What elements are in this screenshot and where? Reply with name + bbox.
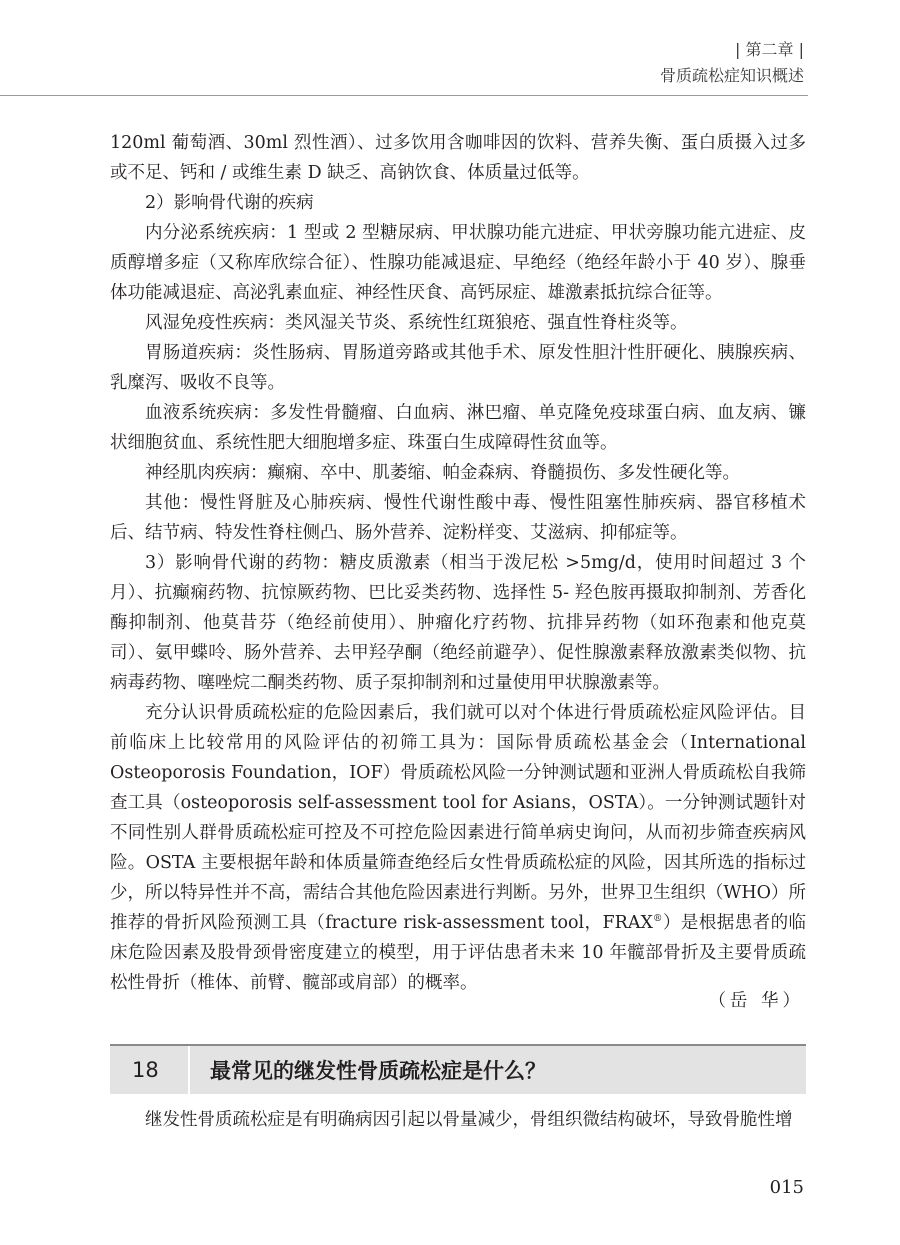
section-heading xyxy=(110,1044,806,1094)
paragraph: 其他：慢性肾脏及心肺疾病、慢性代谢性酸中毒、慢性阻塞性肺疾病、器官移植术后、结节病、特发性脊柱侧凸、肠外营养、淀粉样变、艾滋病、抑郁症等。 xyxy=(110,493,806,543)
page-number: 015 xyxy=(769,1177,804,1198)
registered-mark: ® xyxy=(652,913,663,925)
paragraph: 继发性骨质疏松症是有明确病因引起以骨量减少，骨组织微结构破坏，导致骨脆性增 xyxy=(145,1110,793,1130)
risk-text-part-1: 充分认识骨质疏松症的危险因素后，我们就可以对个体进行骨质疏松症风险评估。目前临床上比较常用的风险评估的初筛工具为：国际骨质疏松基金会（International Osteoporosis Foundation，IOF）骨质疏松风险一分钟测试题和亚洲人骨质疏松自我筛查工具（osteoporosis self-assessment tool for Asians，OSTA）。一分钟测试题针对不同性别人群骨质疏松症可控及不可控危险因素进行简单病史询问，从而初步筛查疾病风险。OSTA 主要根据年龄和体质量筛查绝经后女性骨质疏松症的风险，因其所选的指标过少，所以特异性并不高，需结合其他危险因素进行判断。另外，世界卫生组织（WHO）所推荐的骨折风险预测工具（fracture risk-assessment tool，FRAX xyxy=(110,703,806,933)
section-intro xyxy=(110,1105,806,1135)
paragraph: 风湿免疫性疾病：类风湿关节炎、系统性红斑狼疮、强直性脊柱炎等。 xyxy=(145,313,688,333)
paragraph: 胃肠道疾病：炎性肠病、胃肠道旁路或其他手术、原发性胆汁性肝硬化、胰腺疾病、乳糜泻、吸收不良等。 xyxy=(110,343,806,393)
header-rule xyxy=(0,95,808,96)
chapter-subtitle: 骨质疏松症知识概述 xyxy=(659,66,804,85)
section-title: 最常见的继发性骨质疏松症是什么？ xyxy=(210,1059,546,1083)
paragraph: 2）影响骨代谢的疾病 xyxy=(145,193,314,213)
paragraph: 内分泌系统疾病：1 型或 2 型糖尿病、甲状腺功能亢进症、甲状旁腺功能亢进症、皮质醇增多症（又称库欣综合征）、性腺功能减退症、早绝经（绝经年龄小于 40 岁）、腺垂体功能减退症、高泌乳素血症、神经性厌食、高钙尿症、雄激素抵抗综合征等。 xyxy=(110,223,806,303)
body-text xyxy=(110,128,806,998)
risk-text-part-2: ）是根据患者的临床危险因素及股骨颈骨密度建立的模型，用于评估患者未来 10 年髋部骨折及主要骨质疏松性骨折（椎体、前臂、髋部或肩部）的概率。 xyxy=(110,913,807,993)
paragraph: 血液系统疾病：多发性骨髓瘤、白血病、淋巴瘤、单克隆免疫球蛋白病、血友病、镰状细胞贫血、系统性肥大细胞增多症、珠蛋白生成障碍性贫血等。 xyxy=(110,403,806,453)
author-signature: （岳 华） xyxy=(708,991,804,1011)
paragraph: 120ml 葡萄酒、30ml 烈性酒）、过多饮用含咖啡因的饮料、营养失衡、蛋白质摄入过多或不足、钙和 / 或维生素 D 缺乏、高钠饮食、体质量过低等。 xyxy=(110,133,806,183)
running-head xyxy=(660,38,804,88)
risk-assessment-paragraph xyxy=(110,698,806,998)
paragraph: 3）影响骨代谢的药物：糖皮质激素（相当于泼尼松 >5mg/d，使用时间超过 3 个月）、抗癫痫药物、抗惊厥药物、巴比妥类药物、选择性 5- 羟色胺再摄取抑制剂、芳香化酶抑制剂、他莫昔芬（绝经前使用）、肿瘤化疗药物、抗排异药物（如环孢素和他克莫司）、氨甲蝶呤、肠外营养、去甲羟孕酮（绝经前避孕）、促性腺激素释放激素类似物、抗病毒药物、噻唑烷二酮类药物、质子泵抑制剂和过量使用甲状腺激素等。 xyxy=(110,553,806,693)
chapter-label: | 第二章 | xyxy=(735,40,804,59)
paragraph: 神经肌肉疾病：癫痫、卒中、肌萎缩、帕金森病、脊髓损伤、多发性硬化等。 xyxy=(145,463,740,483)
section-number: 18 xyxy=(132,1058,159,1082)
